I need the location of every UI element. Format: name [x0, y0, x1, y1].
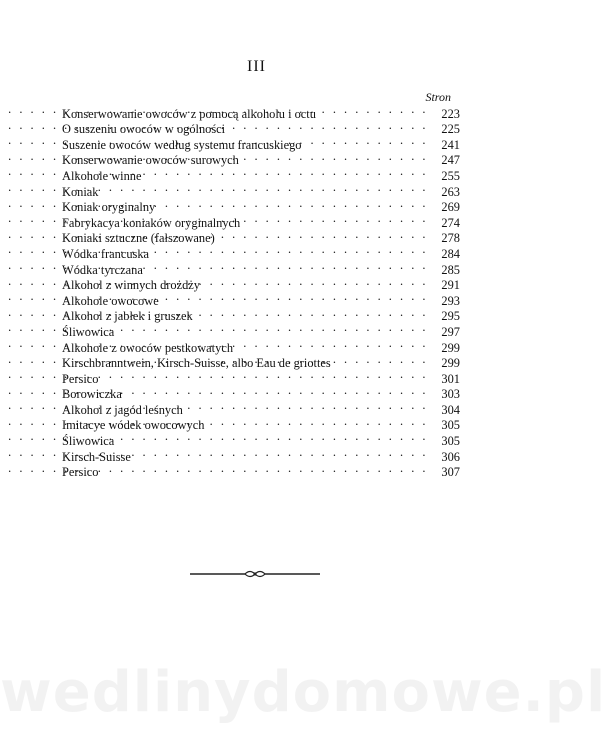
toc-dot-leader	[152, 242, 428, 258]
toc-dot-leader	[101, 180, 428, 196]
toc-entry-title: Alkohole winne	[62, 168, 142, 183]
toc-entry-page: 247	[441, 153, 460, 168]
toc-entry-title: Śliwowica	[62, 324, 115, 339]
toc-entry	[62, 320, 460, 339]
toc-entry-title: Wódka francuska	[62, 246, 150, 261]
toc-entry	[62, 227, 460, 246]
toc-entry-page: 306	[441, 449, 460, 464]
toc-dot-leader	[186, 398, 428, 414]
toc-entry-page: 278	[441, 231, 460, 246]
page-number: III	[247, 58, 266, 75]
toc-entry-title: Kirsch-Suisse	[62, 449, 131, 464]
toc-entry	[62, 336, 460, 355]
toc-entry	[62, 274, 460, 293]
toc-entry-title: Suszenie owoców według systemu francuskiego	[62, 137, 302, 152]
toc-entry-page: 274	[441, 215, 460, 230]
toc-entry-page: 223	[441, 106, 460, 121]
toc-dot-leader	[101, 461, 428, 477]
toc-entry-title: Alkohol z jagód leśnych	[62, 402, 183, 417]
toc-entry	[62, 352, 460, 371]
toc-dot-leader	[305, 133, 429, 149]
ornament-divider	[190, 567, 320, 581]
toc-entry	[62, 429, 460, 449]
toc-entry-page: 297	[441, 324, 460, 339]
toc-entry-title: Konserwowanie owoców z pomocą alkoholu i octu	[62, 106, 316, 121]
toc-entry-page: 301	[441, 371, 460, 386]
toc-entry-title: Koniak	[62, 184, 99, 199]
toc-dot-leader	[218, 227, 428, 243]
toc-dot-leader	[117, 320, 428, 336]
toc-entry-page: 307	[441, 465, 460, 480]
toc-entry-page: 305	[441, 434, 460, 449]
toc-entry	[62, 414, 460, 433]
toc-entry-page: 299	[441, 356, 460, 371]
toc-entry	[62, 258, 460, 277]
toc-entry	[62, 196, 460, 215]
toc-entry-page: 304	[441, 402, 460, 417]
toc-dot-leader	[236, 336, 428, 352]
toc-entry-title: Wódka tyrczana	[62, 262, 143, 277]
toc-dot-leader	[145, 164, 429, 180]
toc-dot-leader	[134, 445, 428, 461]
toc-entry	[62, 367, 460, 386]
toc-dot-leader	[158, 196, 428, 212]
toc-entry	[62, 289, 460, 308]
toc-entry-title: Fabrykacya koniaków oryginalnych	[62, 215, 241, 230]
toc-dot-leader	[243, 211, 428, 227]
toc-entry	[62, 118, 460, 137]
table-of-contents	[62, 102, 460, 480]
toc-dot-leader	[334, 352, 428, 368]
toc-entry-page: 241	[441, 137, 460, 152]
watermark: wedlinydomowe.pl	[0, 660, 606, 725]
toc-dot-leader	[203, 274, 428, 290]
toc-entry-title: Koniak oryginalny	[62, 200, 156, 215]
toc-entry-title: Śliwowica	[62, 434, 115, 449]
toc-dot-leader	[196, 305, 428, 321]
toc-entry	[62, 180, 460, 199]
toc-entry	[62, 102, 460, 121]
toc-entry	[62, 211, 460, 230]
toc-entry-title: Konserwowanie owoców surowych	[62, 153, 239, 168]
toc-entry-title: Borowiczka	[62, 387, 122, 402]
toc-entry-title: Kirschbranntwein, Kirsch-Suisse, albo Eau de griottes	[62, 356, 331, 371]
toc-entry-title: O suszeniu owoców w ogólności	[62, 122, 226, 137]
toc-entry	[62, 305, 460, 324]
toc-entry	[62, 445, 460, 464]
toc-entry-title: Alkohol z jabłek i gruszek	[62, 309, 193, 324]
toc-entry	[62, 133, 460, 152]
toc-dot-leader	[228, 118, 428, 134]
toc-entry-title: Imitacye wódek owocowych	[62, 418, 205, 433]
toc-dot-leader	[242, 149, 428, 165]
toc-dot-leader	[319, 102, 428, 118]
toc-entry	[62, 149, 460, 168]
toc-entry-page: 305	[441, 418, 460, 433]
toc-entry-page: 285	[441, 262, 460, 277]
toc-entry	[62, 398, 460, 417]
toc-dot-leader	[117, 429, 428, 445]
toc-dot-leader	[207, 414, 428, 430]
toc-entry-page: 303	[441, 387, 460, 402]
toc-entry-page: 225	[441, 122, 460, 137]
toc-entry-title: Alkohol z winnych drożdży	[62, 278, 200, 293]
toc-dot-leader	[125, 383, 428, 399]
toc-entry-title: Persico	[62, 371, 99, 386]
toc-entry-page: 269	[441, 200, 460, 215]
toc-entry	[62, 242, 460, 261]
toc-entry-page: 284	[441, 246, 460, 261]
toc-entry-page: 263	[441, 184, 460, 199]
toc-entry	[62, 461, 460, 480]
toc-entry-page: 295	[441, 309, 460, 324]
toc-entry-title: Alkohole owocowe	[62, 293, 159, 308]
toc-dot-leader	[162, 289, 428, 305]
toc-entry-title: Alkohole z owoców pestkowatych	[62, 340, 234, 355]
toc-entry-page: 291	[441, 278, 460, 293]
toc-dot-leader	[101, 367, 428, 383]
toc-entry-page: 293	[441, 293, 460, 308]
toc-entry-title: Koniaki sztuczne (fałszowane)	[62, 231, 215, 246]
toc-entry-page: 255	[441, 168, 460, 183]
toc-entry	[62, 383, 460, 402]
page-column-header: Stron	[425, 90, 451, 104]
toc-entry-title: Persico	[62, 465, 99, 480]
toc-entry	[62, 164, 460, 183]
toc-entry-page: 299	[441, 340, 460, 355]
toc-dot-leader	[146, 258, 428, 274]
